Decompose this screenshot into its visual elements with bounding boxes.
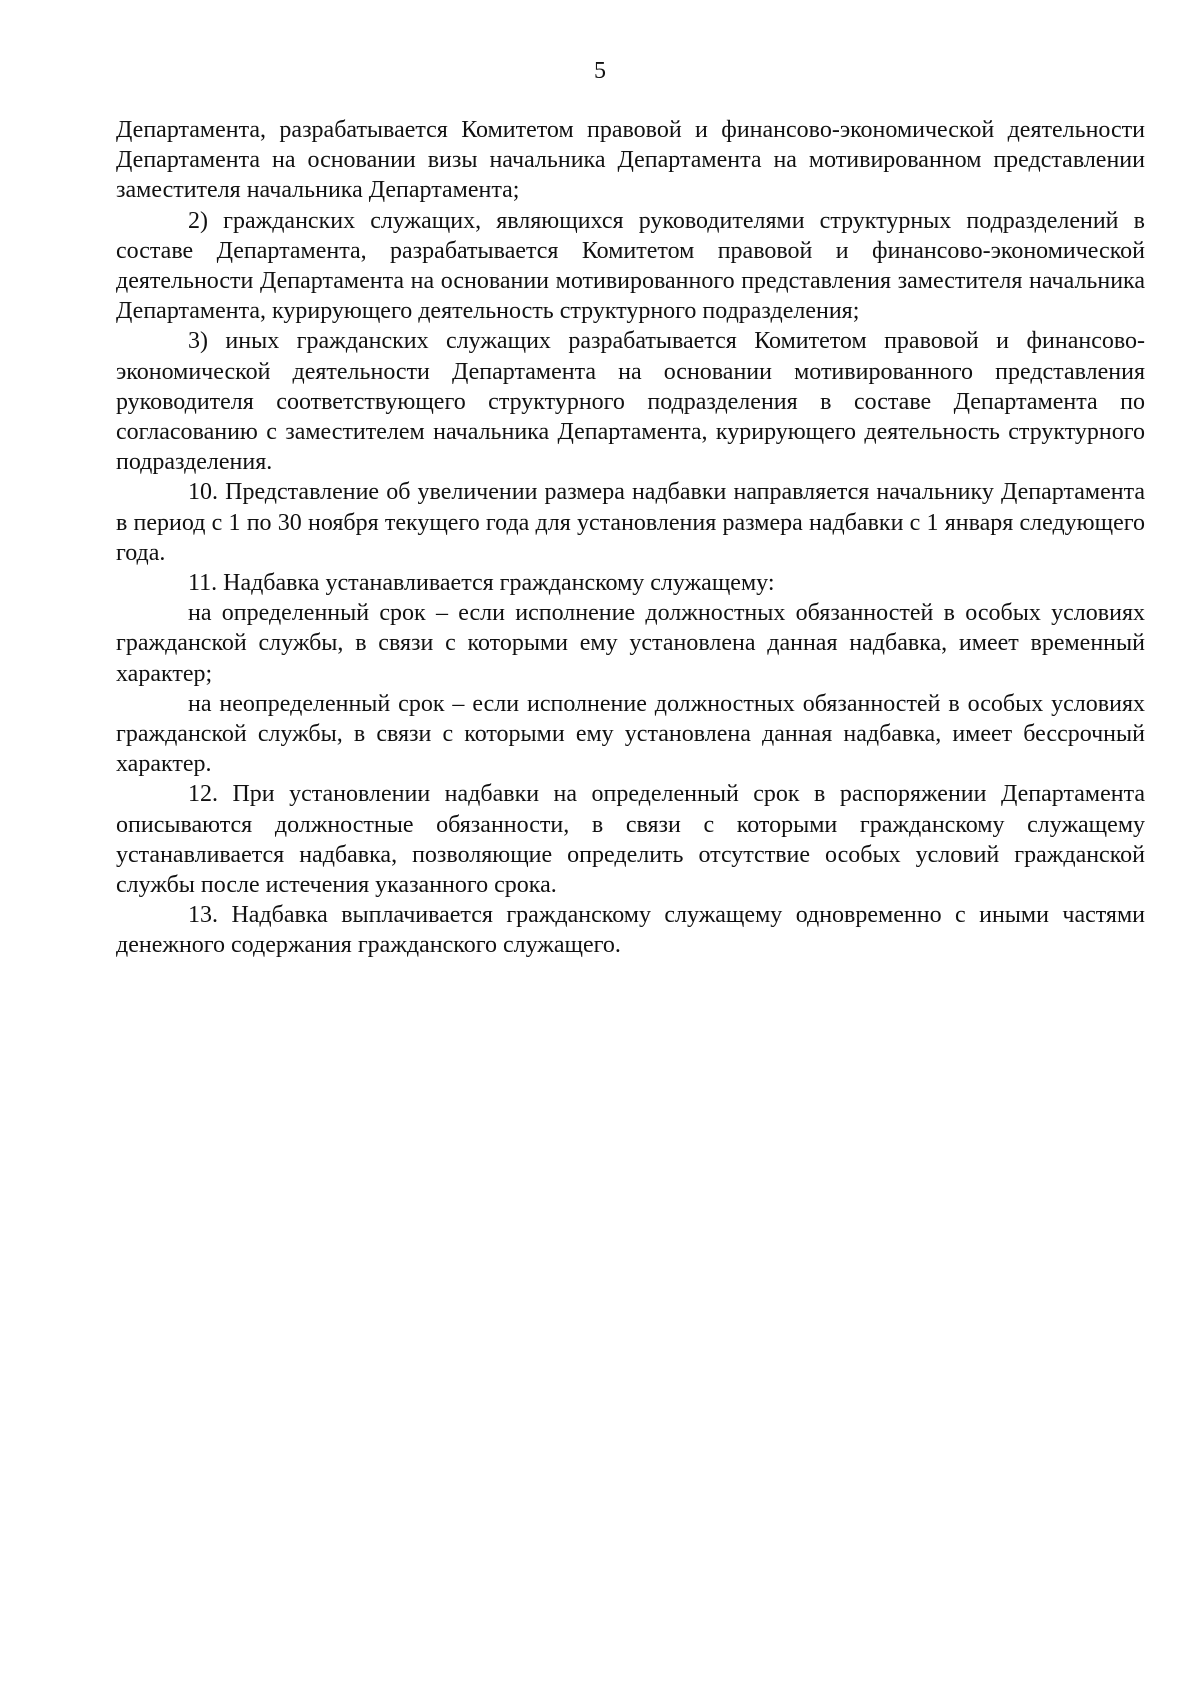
page-number: 5 [594, 58, 606, 84]
paragraph-clause-10: 10. Представление об увеличении размера надбавки направляется начальнику Департамента в период с 1 по 30 ноября текущего года для установления размера надбавки с 1 января следующего года. [116, 479, 1145, 566]
paragraph-clause-13: 13. Надбавка выплачивается гражданскому служащему одновременно с иными частями денежного содержания гражданского служащего. [116, 902, 1145, 959]
paragraph-item-2: 2) гражданских служащих, являющихся руководителями структурных подразделений в составе Департамента, разрабатывается Комитетом правовой и финансово-экономической деятельности Департамента на основании мотивированного представления заместителя начальника Департамента, курирующего деятельность структурного подразделения; [116, 207, 1145, 325]
paragraph-fixed-term: на определенный срок – если исполнение должностных обязанностей в особых условиях гражданской службы, в связи с которыми ему установлена данная надбавка, имеет временный характер; [116, 600, 1145, 687]
document-body [116, 115, 1145, 961]
paragraph-clause-12: 12. При установлении надбавки на определенный срок в распоряжении Департамента описываются должностные обязанности, в связи с которыми гражданскому служащему устанавливается надбавка, позволяющие определить отсутствие особых условий гражданской службы после истечения указанного срока. [116, 781, 1145, 899]
paragraph-item-3: 3) иных гражданских служащих разрабатывается Комитетом правовой и финансово-экономической деятельности Департамента на основании мотивированного представления руководителя соответствующего структурного подразделения в составе Департамента по согласованию с заместителем начальника Департамента, курирующего деятельность структурного подразделения. [116, 328, 1145, 476]
paragraph-continuation: Департамента, разрабатывается Комитетом правовой и финансово-экономической деятельности Департамента на основании визы начальника Департамента на мотивированном представлении заместителя начальника Департамента; [116, 117, 1145, 204]
paragraph-clause-11: 11. Надбавка устанавливается гражданскому служащему: [188, 570, 775, 597]
paragraph-indefinite-term: на неопределенный срок – если исполнение должностных обязанностей в особых условиях гражданской службы, в связи с которыми ему установлена данная надбавка, имеет бессрочный характер. [116, 690, 1145, 778]
